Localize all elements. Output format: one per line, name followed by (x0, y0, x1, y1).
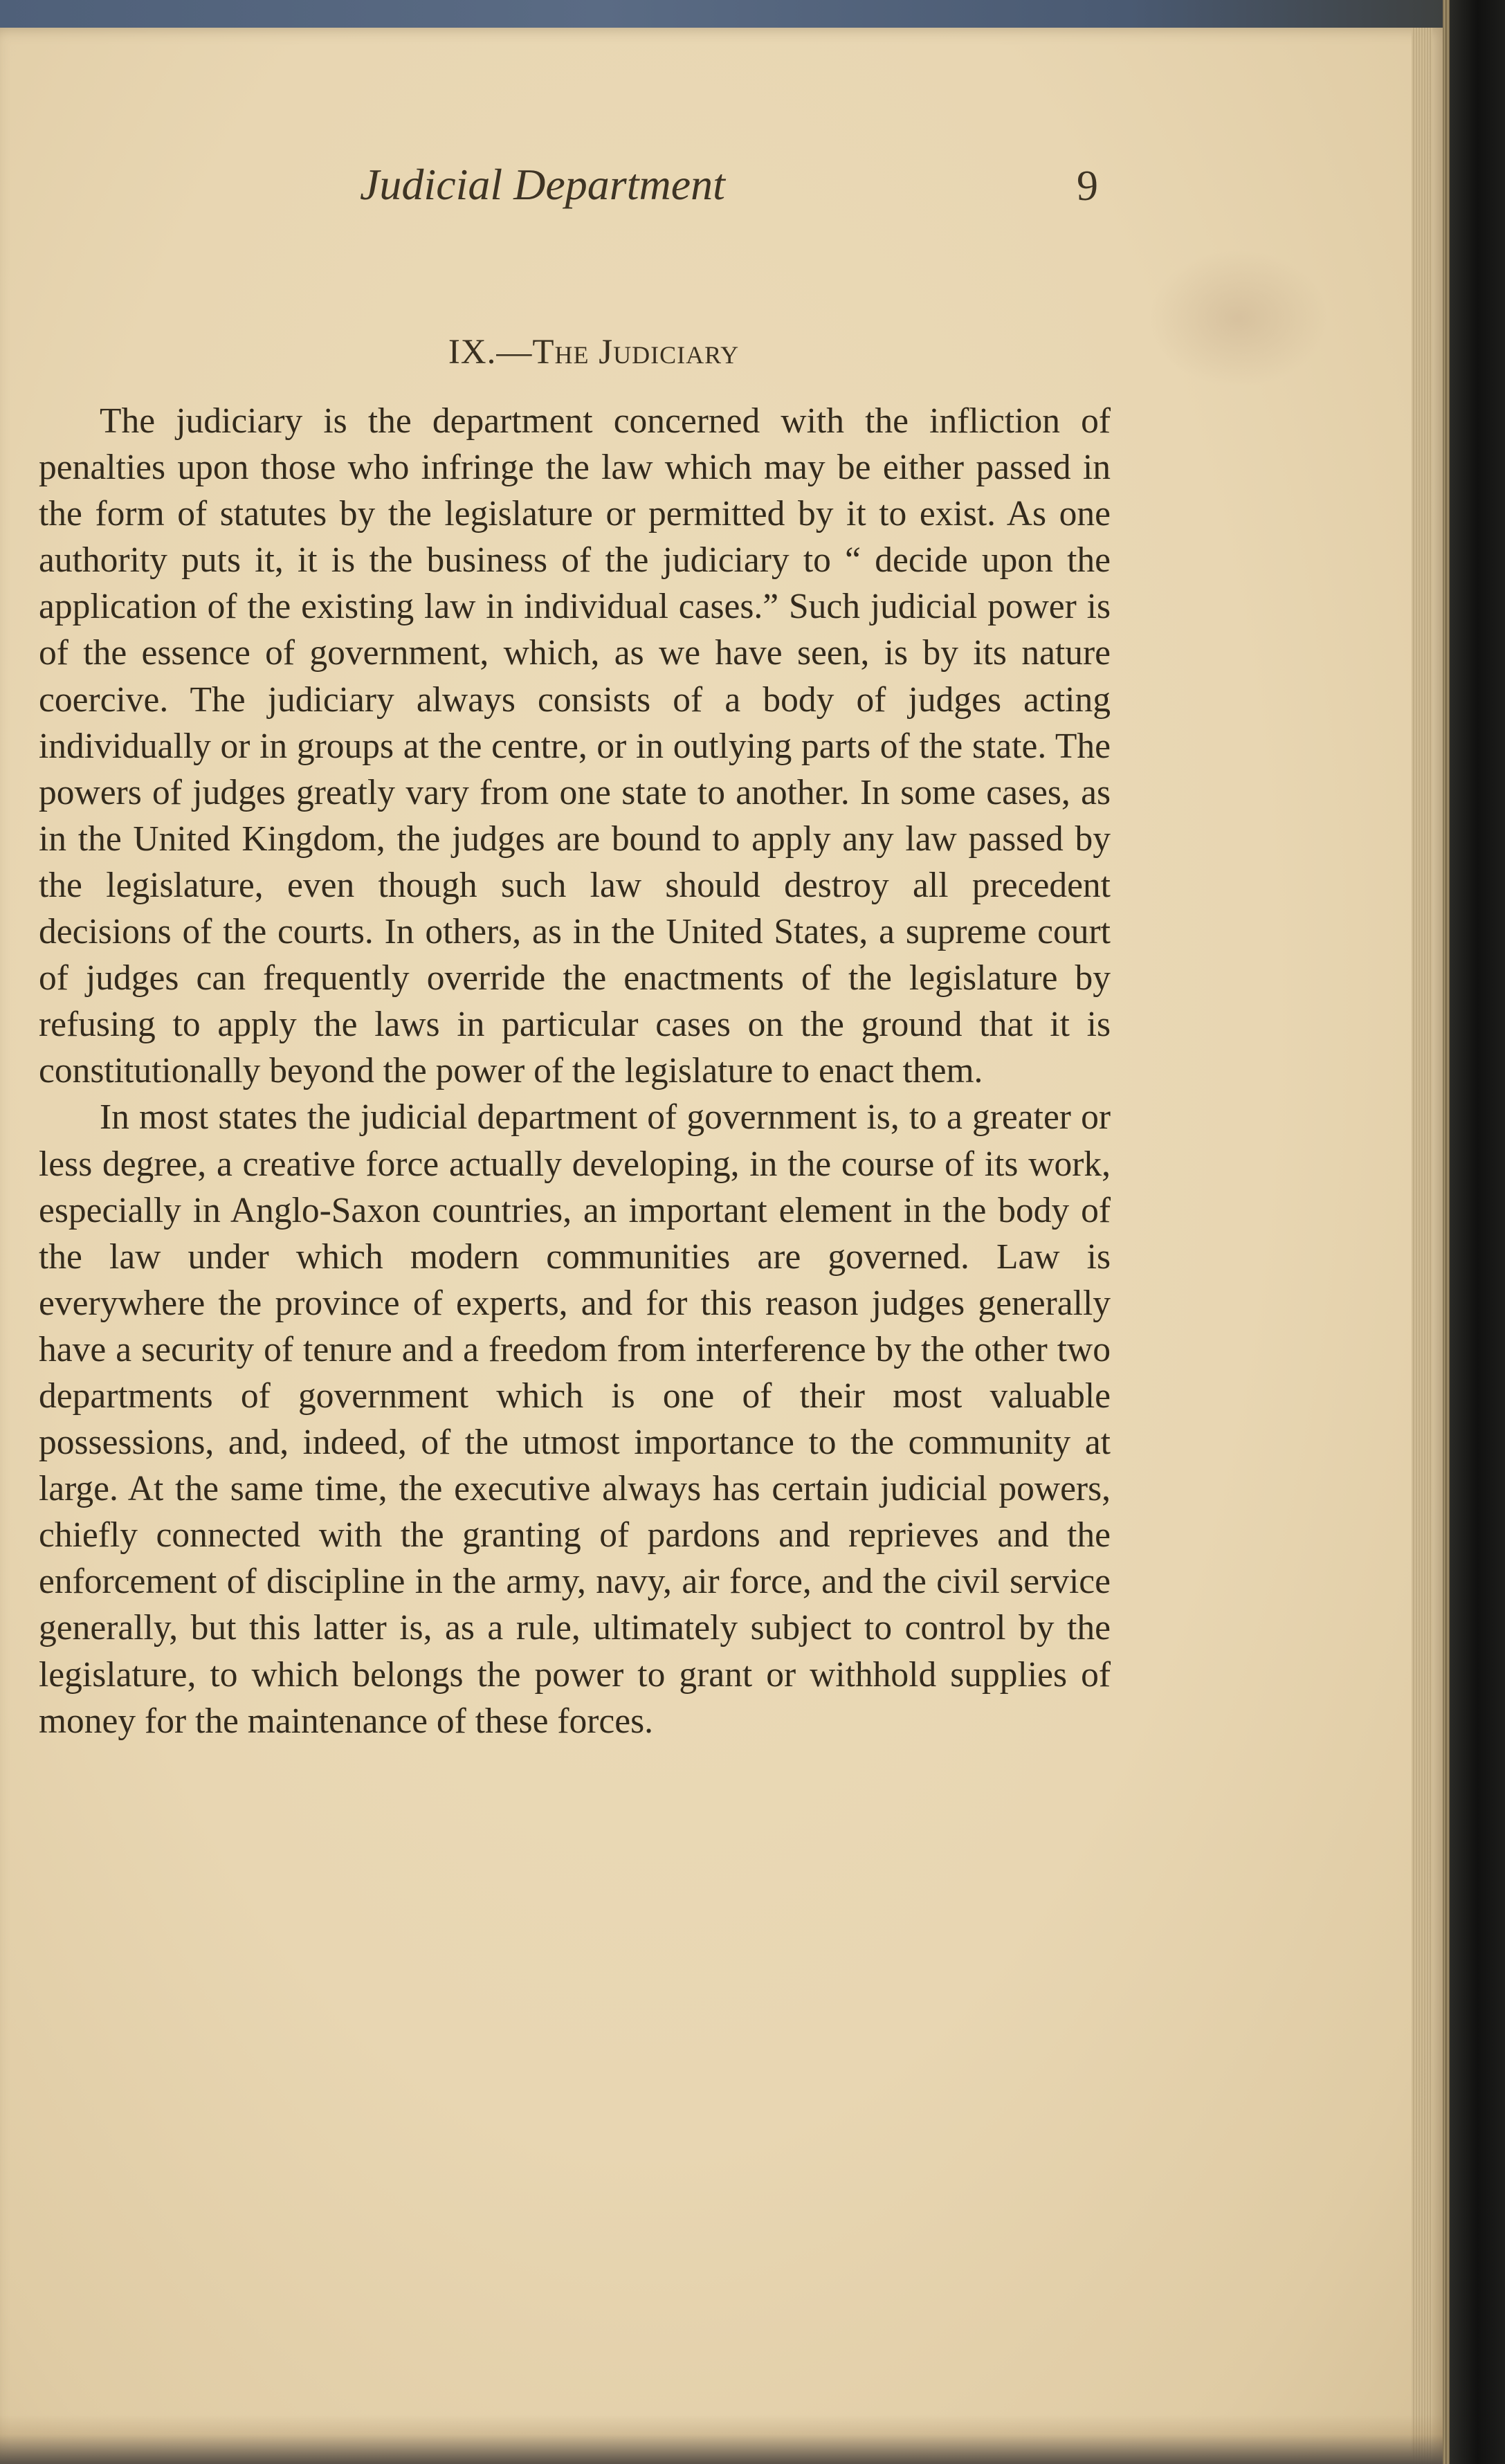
running-head: Judicial Department (360, 160, 725, 209)
paragraph: In most states the judicial department of government is, to a greater or less degree, a creative force actually developing, in the course of its work, especially in Anglo-Saxon countries, an important element in the body of the law under which modern communities are governed. Law is everywhere the province of experts, and for this reason judges generally have a security of tenure and a freedom from interference by the other two departments of government which is one of their most valuable possessions, and, indeed, of the utmost importance to the community at large. At the same time, the executive always has certain judicial powers, chiefly connected with the granting of pardons and reprieves and the enforcement of discipline in the army, navy, air force, and the civil service generally, but this latter is, as a rule, ultimately subject to control by the legislature, to which belongs the power to grant or withhold supplies of money for the maintenance of these forces. (39, 1097, 1111, 1741)
section-numeral: IX.— (448, 333, 533, 372)
body-text (39, 398, 1111, 1744)
page-edge-stack (1412, 28, 1432, 2464)
page-number: 9 (1077, 163, 1098, 210)
section-heading (0, 332, 1149, 372)
page-bottom-shadow (0, 2415, 1443, 2464)
book-binding (1450, 0, 1505, 2464)
page-header (0, 159, 1443, 228)
section-title: The Judiciary (532, 333, 740, 372)
paragraph: The judiciary is the department concerned with the infliction of penalties upon those who infringe the law which may be either passed in the form of statutes by the legislature or permitted by it to exist. As one authority puts it, it is the business of the judiciary to “ decide upon the application of the existing law in individual cases.” Such judicial power is of the essence of government, which, as we have seen, is by its nature coercive. The judiciary always consists of a body of judges acting individually or in groups at the centre, or in outlying parts of the state. The powers of judges greatly vary from one state to another. In some cases, as in the United Kingdom, the judges are bound to apply any law passed by the legislature, even though such law should destroy all precedent decisions of the courts. In others, as in the United States, a supreme court of judges can frequently override the enactments of the legislature by refusing to apply the laws in particular cases on the ground that it is constitutionally beyond the power of the legislature to enact them. (39, 401, 1111, 1091)
paper-stain (1149, 249, 1329, 387)
